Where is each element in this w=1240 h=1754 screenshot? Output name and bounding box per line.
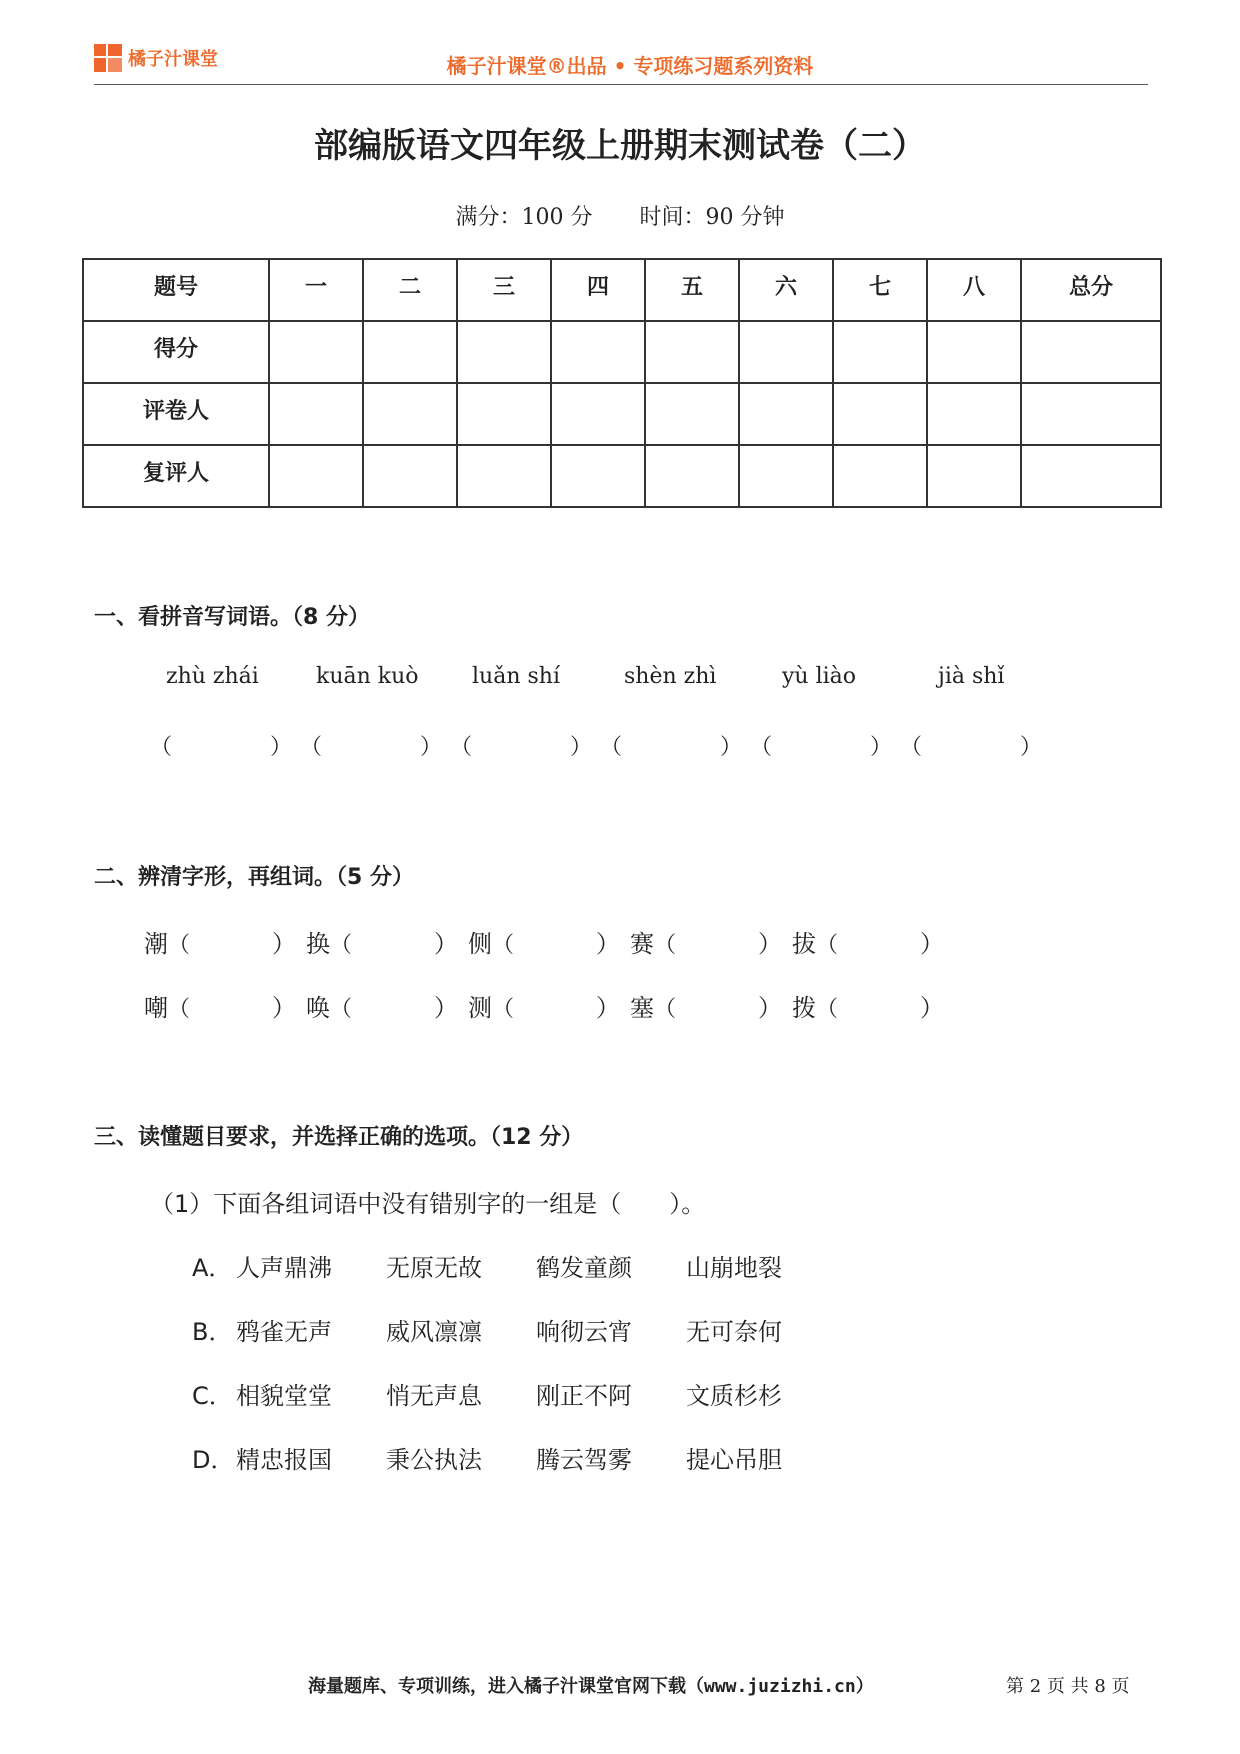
- close-paren: ）: [596, 930, 620, 958]
- option-label: D．: [192, 1446, 235, 1474]
- close-paren: ）: [596, 994, 620, 1022]
- header-banner: 橘子汁课堂®出品 • 专项练习题系列资料: [446, 54, 814, 78]
- close-paren: ）: [920, 930, 944, 958]
- close-paren: ）: [870, 735, 893, 760]
- score-cell[interactable]: [645, 445, 739, 507]
- option-word: 刚正不阿: [536, 1382, 632, 1410]
- char: 唤: [306, 994, 330, 1022]
- char-item: [630, 924, 676, 959]
- page-header: [94, 44, 1148, 85]
- exam-time: 时间：90 分钟: [639, 205, 785, 230]
- logo-icon: [94, 44, 122, 72]
- score-cell[interactable]: [457, 445, 551, 507]
- table-header-cell: 四: [551, 259, 645, 321]
- char-item: [144, 924, 190, 959]
- score-cell[interactable]: [363, 383, 457, 445]
- option-label: B．: [192, 1318, 233, 1346]
- char: 塞: [630, 994, 654, 1022]
- score-cell[interactable]: [833, 383, 927, 445]
- close-paren: ）: [420, 735, 443, 760]
- table-header-cell: 八: [927, 259, 1021, 321]
- score-cell[interactable]: [833, 321, 927, 383]
- logo-text: 橘子汁课堂: [128, 49, 218, 70]
- score-cell[interactable]: [645, 321, 739, 383]
- char: 侧: [468, 930, 492, 958]
- score-cell[interactable]: [739, 383, 833, 445]
- option-word: 提心吊胆: [686, 1446, 782, 1474]
- score-cell[interactable]: [551, 445, 645, 507]
- option-word: 悄无声息: [386, 1382, 482, 1410]
- char: 换: [306, 930, 330, 958]
- open-paren: （: [330, 997, 353, 1022]
- open-paren: （: [492, 997, 515, 1022]
- table-row: [83, 321, 1161, 383]
- option-word: 鹤发童颜: [536, 1254, 632, 1282]
- option-label: A．: [192, 1254, 233, 1282]
- option-word: 无原无故: [386, 1254, 482, 1282]
- pinyin-row: [0, 664, 1240, 694]
- open-paren: （: [750, 735, 773, 760]
- open-paren: （: [150, 735, 173, 760]
- char-item: [792, 988, 838, 1023]
- option-word: 精忠报国: [236, 1446, 332, 1474]
- char-item: [306, 988, 352, 1023]
- table-header-cell: 二: [363, 259, 457, 321]
- footer-link[interactable]: 海量题库、专项训练，进入橘子汁课堂官网下载（www.juzizhi.cn）: [308, 1676, 874, 1697]
- table-header-cell: 五: [645, 259, 739, 321]
- close-paren: ）: [720, 735, 743, 760]
- row-label: 得分: [83, 321, 269, 383]
- char: 嘲: [144, 994, 168, 1022]
- open-paren: （: [654, 997, 677, 1022]
- close-paren: ）: [434, 930, 458, 958]
- pinyin-item: luǎn shí: [472, 664, 560, 689]
- score-cell[interactable]: [1021, 383, 1161, 445]
- char-item: [630, 988, 676, 1023]
- char-item: [468, 924, 514, 959]
- section-2-title: 二、辨清字形，再组词。（5 分）: [94, 865, 414, 890]
- score-cell[interactable]: [645, 383, 739, 445]
- option-word: 鸦雀无声: [236, 1318, 332, 1346]
- option-word: 威风凛凛: [386, 1318, 482, 1346]
- row-label: 评卷人: [83, 383, 269, 445]
- option-word: 人声鼎沸: [236, 1254, 332, 1282]
- option-d[interactable]: [0, 1440, 1240, 1474]
- score-cell[interactable]: [1021, 445, 1161, 507]
- close-paren: ）: [570, 735, 593, 760]
- row-label: 复评人: [83, 445, 269, 507]
- option-word: 山崩地裂: [686, 1254, 782, 1282]
- option-c[interactable]: [0, 1376, 1240, 1410]
- open-paren: （: [450, 735, 473, 760]
- char: 拨: [792, 994, 816, 1022]
- open-paren: （: [168, 933, 191, 958]
- pinyin-item: jià shǐ: [938, 664, 1005, 689]
- score-cell[interactable]: [551, 321, 645, 383]
- char: 测: [468, 994, 492, 1022]
- close-paren: ）: [758, 994, 782, 1022]
- close-paren: ）: [270, 735, 293, 760]
- open-paren: （: [900, 735, 923, 760]
- open-paren: （: [168, 997, 191, 1022]
- option-word: 相貌堂堂: [236, 1382, 332, 1410]
- close-paren: ）: [1020, 735, 1043, 760]
- page-title: 部编版语文四年级上册期末测试卷（二）: [314, 126, 926, 166]
- score-cell[interactable]: [927, 445, 1021, 507]
- score-cell[interactable]: [269, 321, 363, 383]
- table-header-cell: 总分: [1021, 259, 1161, 321]
- char-item: [792, 924, 838, 959]
- char-item: [306, 924, 352, 959]
- char: 潮: [144, 930, 168, 958]
- option-word: 腾云驾雾: [536, 1446, 632, 1474]
- close-paren: ）: [434, 994, 458, 1022]
- exam-meta: [0, 200, 1240, 231]
- score-cell[interactable]: [363, 321, 457, 383]
- pinyin-item: zhù zhái: [166, 664, 259, 689]
- option-label: C．: [192, 1382, 233, 1410]
- score-cell[interactable]: [739, 321, 833, 383]
- table-header-cell: 六: [739, 259, 833, 321]
- logo: [94, 44, 218, 72]
- char: 赛: [630, 930, 654, 958]
- open-paren: （: [816, 933, 839, 958]
- section-1-title: 一、看拼音写词语。（8 分）: [94, 605, 370, 630]
- score-table: [82, 258, 1162, 508]
- open-paren: （: [654, 933, 677, 958]
- pinyin-item: shèn zhì: [624, 664, 717, 689]
- answer-blanks-row[interactable]: [0, 730, 1240, 760]
- open-paren: （: [600, 735, 623, 760]
- score-table-header-row: [83, 259, 1161, 321]
- score-cell[interactable]: [457, 321, 551, 383]
- char: 拔: [792, 930, 816, 958]
- open-paren: （: [492, 933, 515, 958]
- score-cell[interactable]: [1021, 321, 1161, 383]
- section-3-title: 三、读懂题目要求，并选择正确的选项。（12 分）: [94, 1125, 584, 1150]
- open-paren: （: [330, 933, 353, 958]
- char-item: [468, 988, 514, 1023]
- option-word: 响彻云宵: [536, 1318, 632, 1346]
- page-number: 第 2 页 共 8 页: [1006, 1676, 1130, 1697]
- score-cell[interactable]: [927, 383, 1021, 445]
- score-cell[interactable]: [927, 321, 1021, 383]
- score-cell[interactable]: [269, 383, 363, 445]
- option-word: 无可奈何: [686, 1318, 782, 1346]
- option-b[interactable]: [0, 1312, 1240, 1346]
- open-paren: （: [816, 997, 839, 1022]
- table-header-cell: 题号: [83, 259, 269, 321]
- char-row-1: [0, 924, 1240, 958]
- option-word: 秉公执法: [386, 1446, 482, 1474]
- option-word: 文质杉杉: [686, 1382, 782, 1410]
- pinyin-item: kuān kuò: [316, 664, 419, 689]
- score-cell[interactable]: [551, 383, 645, 445]
- close-paren: ）: [758, 930, 782, 958]
- score-cell[interactable]: [739, 445, 833, 507]
- score-cell[interactable]: [363, 445, 457, 507]
- char-item: [144, 988, 190, 1023]
- close-paren: ）: [920, 994, 944, 1022]
- close-paren: ）: [272, 930, 296, 958]
- char-row-2: [0, 988, 1240, 1022]
- option-a[interactable]: [0, 1248, 1240, 1282]
- pinyin-item: yù liào: [782, 664, 857, 689]
- score-cell[interactable]: [833, 445, 927, 507]
- table-row: [83, 445, 1161, 507]
- open-paren: （: [300, 735, 323, 760]
- score-cell[interactable]: [269, 445, 363, 507]
- table-row: [83, 383, 1161, 445]
- table-header-cell: 三: [457, 259, 551, 321]
- table-header-cell: 一: [269, 259, 363, 321]
- question-1: （1）下面各组词语中没有错别字的一组是（ ）。: [150, 1190, 706, 1218]
- close-paren: ）: [272, 994, 296, 1022]
- table-header-cell: 七: [833, 259, 927, 321]
- full-score: 满分：100 分: [455, 205, 593, 230]
- score-cell[interactable]: [457, 383, 551, 445]
